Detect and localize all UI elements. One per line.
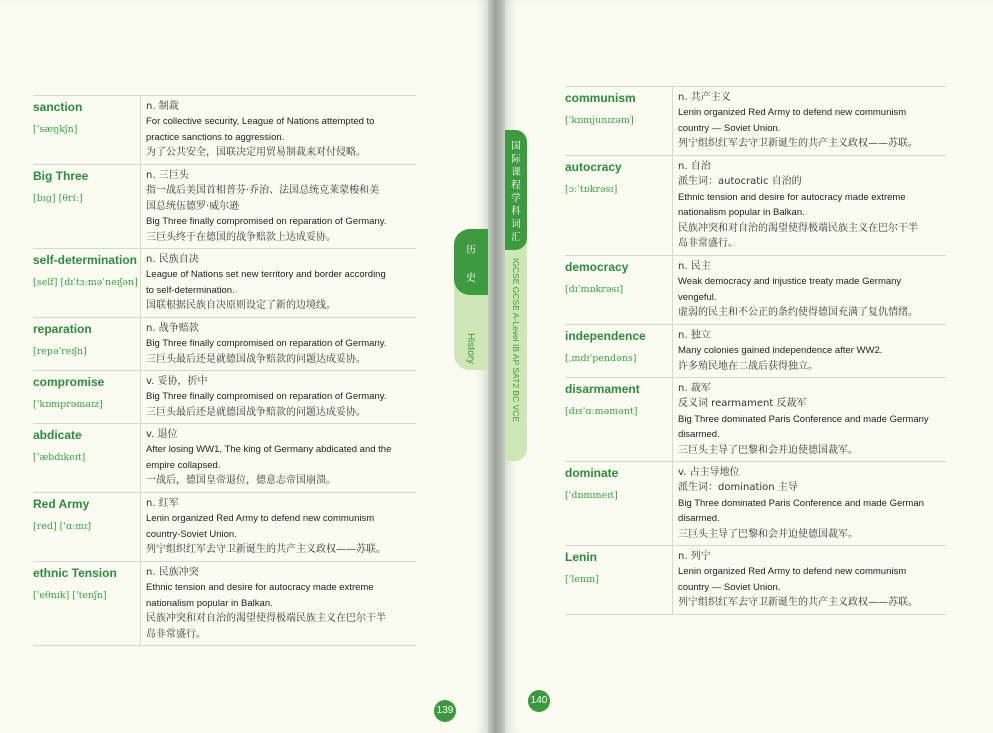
definition-line: disarmed. [678,513,720,524]
part-of-speech: n. 自治 [678,161,711,172]
headword: disarmament [565,382,640,396]
part-of-speech: n. 红军 [146,498,179,509]
definition [146,321,414,367]
column-divider [672,87,673,156]
phonetic: ['kɒmprəmaɪz] [33,399,103,410]
column-divider [140,165,141,249]
column-divider [140,562,141,646]
part-of-speech: n. 裁军 [678,383,711,394]
column-divider [140,493,141,562]
vocab-entry [33,164,416,249]
definition [678,90,944,152]
definition-line: 反义词 rearmament 反裁军 [678,398,807,409]
headword: abdicate [33,428,82,442]
definition-line: empire collapsed. [146,459,221,471]
right-entry-list [565,86,946,626]
table-bottom-rule [565,614,946,615]
definition-line: 许多殖民地在二战后获得独立。 [678,360,818,372]
definition-line: For collective security, League of Nations attempted to [146,116,375,127]
definition-line: 三巨头终于在德国的战争赔款上达成妥协。 [146,231,336,243]
phonetic: [dɪs'ɑːməmənt] [565,406,638,417]
definition [678,465,944,542]
definition-line: 三巨头最后还是就德国战争赔款的问题达成妥协。 [146,406,366,418]
series-tab [505,130,527,461]
phonetic: [ɔːˈtɒkrəsɪ] [565,184,618,195]
part-of-speech: n. 民族冲突 [146,567,199,578]
definition [146,252,414,314]
right-page [505,0,993,733]
definition-line: 三巨头主导了巴黎和会并迫使德国裁军。 [678,528,858,540]
definition-line: Ethnic tension and desire for autocracy made extreme [146,582,374,593]
vocab-entry [33,95,416,165]
definition-line: 国联根据民族自决原则设定了新的边境线。 [146,300,336,311]
definition-line: 三巨头最后还是就德国战争赔款的问题达成妥协。 [146,353,366,365]
vocab-entry [33,561,416,646]
definition-line: 三巨头主导了巴黎和会并迫使德国裁军。 [678,444,858,456]
phonetic: [bɪɡ] [θriː] [33,193,83,204]
left-entry-list [33,95,416,660]
phonetic: ['kɒmjunɪzəm] [565,115,634,126]
definition [678,159,944,252]
headword: reparation [33,322,92,336]
part-of-speech: n. 三巨头 [146,170,189,181]
column-divider [672,378,673,462]
column-divider [672,546,673,615]
definition-line: 一战后，德国皇帝退位，德意志帝国崩溃。 [146,475,336,486]
column-divider [672,256,673,325]
history-tab-highlight [454,229,488,295]
definition-line: 岛非常盛行。 [146,628,206,640]
page-number-139: 139 [434,700,456,722]
phonetic: [repə'reɪʃn] [33,346,87,357]
definition-line: Big Three finally compromised on reparation of Germany. [146,391,387,402]
part-of-speech: n. 民主 [678,261,711,272]
part-of-speech: v. 退位 [146,429,178,440]
phonetic: ['æbdɪkeɪt] [33,452,86,463]
series-tab-highlight [505,130,527,250]
definition-line: After losing WW1, The king of Germany abdicated and the [146,444,392,455]
definition-line: Lenin organized Red Army to defend new communism [678,107,907,118]
vocab-entry [33,248,416,318]
part-of-speech: v. 妥协，折中 [146,376,208,387]
vocab-entry [565,255,946,325]
definition [146,565,414,642]
vocab-entry [565,86,946,156]
column-divider [672,325,673,378]
series-tab-char: 科 [511,206,521,217]
part-of-speech: n. 制裁 [146,101,179,112]
definition-line: 列宁组织红军去守卫新诞生的共产主义政权——苏联。 [678,597,918,608]
headword: compromise [33,375,105,389]
headword: dominate [565,466,619,480]
part-of-speech: n. 民族自决 [146,254,199,265]
phonetic: [ˌɪndɪ'pendəns] [565,353,637,364]
definition-line: 民族冲突和对自治的渴望使得极端民族主义在巴尔干半 [678,222,918,234]
history-tab [454,229,488,370]
headword: self-determination [33,253,138,267]
definition [146,427,414,489]
definition-line: Ethnic tension and desire for autocracy made extreme [678,191,906,203]
headword: autocracy [565,160,622,174]
definition-line: nationalism popular in Balkan. [678,207,805,218]
part-of-speech: n. 列宁 [678,551,711,562]
vocab-entry [33,317,416,371]
headword: communism [565,91,636,105]
vocab-entry [565,377,946,462]
definition-line: Big Three dominated Paris Conference and made Germany [678,413,929,425]
series-tab-cn-label [505,140,527,244]
column-divider [140,318,141,371]
series-tab-char: 词 [511,219,521,230]
phonetic: ['eθnɪk] ['tenʃn] [33,590,107,601]
series-tab-char: 际 [511,154,521,165]
phonetic: ['sæŋkʃn] [33,124,78,135]
series-tab-char: 汇 [511,232,521,243]
definition [146,99,414,161]
definition [146,496,414,558]
headword: Lenin [565,550,597,564]
definition-line: 指一战后美国首相普芬·乔治、法国总统克莱蒙梭和美 [146,185,380,196]
headword: Big Three [33,169,89,183]
vocab-entry [565,461,946,546]
phonetic: [dɪˈmɒkrəsɪ] [565,284,624,295]
definition-line: 民族冲突和对自治的渴望使得极端民族主义在巴尔干半 [146,613,386,624]
headword: ethnic Tension [33,566,117,580]
page-number-140: 140 [528,690,550,712]
series-tab-char: 课 [511,167,521,178]
definition-line: Lenin organized Red Army to defend new communism [678,566,907,577]
definition-line: practice sanctions to aggression. [146,131,285,143]
definition-line: country — Soviet Union. [678,122,781,134]
definition-line: Big Three finally compromised on reparation of Germany. [146,216,387,227]
part-of-speech: n. 独立 [678,330,711,341]
vocab-entry [565,324,946,378]
definition-line: to self-determination. [146,284,235,296]
headword: Red Army [33,497,90,511]
definition [678,381,944,458]
phonetic: ['lenɪn] [565,574,599,585]
definition [146,168,414,245]
history-tab-cn-2: 史 [466,273,476,284]
series-tab-char: 程 [511,180,521,191]
left-page [0,0,488,733]
definition [678,328,944,374]
definition-line: Big Three finally compromised on reparation of Germany. [146,338,387,349]
definition-line: 虚弱的民主和不公正的条约使得德国充满了复仇情绪。 [678,307,918,318]
definition [146,374,414,420]
phonetic: [self] [dɪˈtɜːməˈneɪʃən] [33,277,138,288]
history-tab-label: History [465,332,477,365]
part-of-speech: v. 占主导地位 [678,467,740,478]
definition-line: Big Three dominated Paris Conference and made German [678,497,924,509]
definition-line: 岛非常盛行。 [678,238,738,249]
phonetic: ['dɒmɪneɪt] [565,490,618,501]
definition-line: country — Soviet Union. [678,581,781,593]
series-tab-char: 国 [511,141,521,152]
vocab-entry [33,423,416,493]
column-divider [672,462,673,546]
definition-line: Lenin organized Red Army to defend new communism [146,513,375,524]
column-divider [140,249,141,318]
definition-line: 国总统伍德罗·威尔逊 [146,200,240,212]
series-tab-exam-list: IGCSE GCSE A-Level IB AP SAT2 BC VCE [511,258,521,423]
vocab-entry [33,370,416,424]
book-gutter [488,0,505,733]
definition-line: Weak democracy and injustice treaty made Germany [678,276,902,287]
definition-line: country-Soviet Union. [146,528,237,540]
definition [678,549,944,611]
definition-line: vengeful. [678,291,717,303]
vocab-entry [565,155,946,256]
table-bottom-rule [33,645,416,646]
headword: sanction [33,100,83,114]
vocab-entry [33,492,416,562]
column-divider [672,156,673,256]
series-tab-char: 学 [511,193,521,204]
column-divider [140,96,141,165]
headword: democracy [565,260,629,274]
part-of-speech: n. 战争赔款 [146,323,199,334]
definition-line: 列宁组织红军去守卫新诞生的共产主义政权——苏联。 [678,138,918,149]
definition-line: 派生词：autocratic 自治的 [678,176,802,187]
definition-line: 派生词：domination 主导 [678,482,798,493]
column-divider [140,371,141,424]
phonetic: [red] ['ɑːmɪ] [33,521,92,532]
part-of-speech: n. 共产主义 [678,92,731,103]
definition-line: nationalism popular in Balkan. [146,597,273,609]
vocab-entry [565,545,946,615]
definition-line: League of Nations set new territory and border according [146,269,386,280]
definition-line: 列宁组织红军去守卫新诞生的共产主义政权——苏联。 [146,544,386,555]
column-divider [140,424,141,493]
definition-line: 为了公共安全，国联决定用贸易制裁来对付侵略。 [146,147,366,158]
history-tab-cn-1: 历 [466,245,476,256]
headword: independence [565,329,646,343]
definition-line: disarmed. [678,429,720,440]
definition-line: Many colonies gained independence after WW2. [678,345,883,356]
definition [678,259,944,321]
